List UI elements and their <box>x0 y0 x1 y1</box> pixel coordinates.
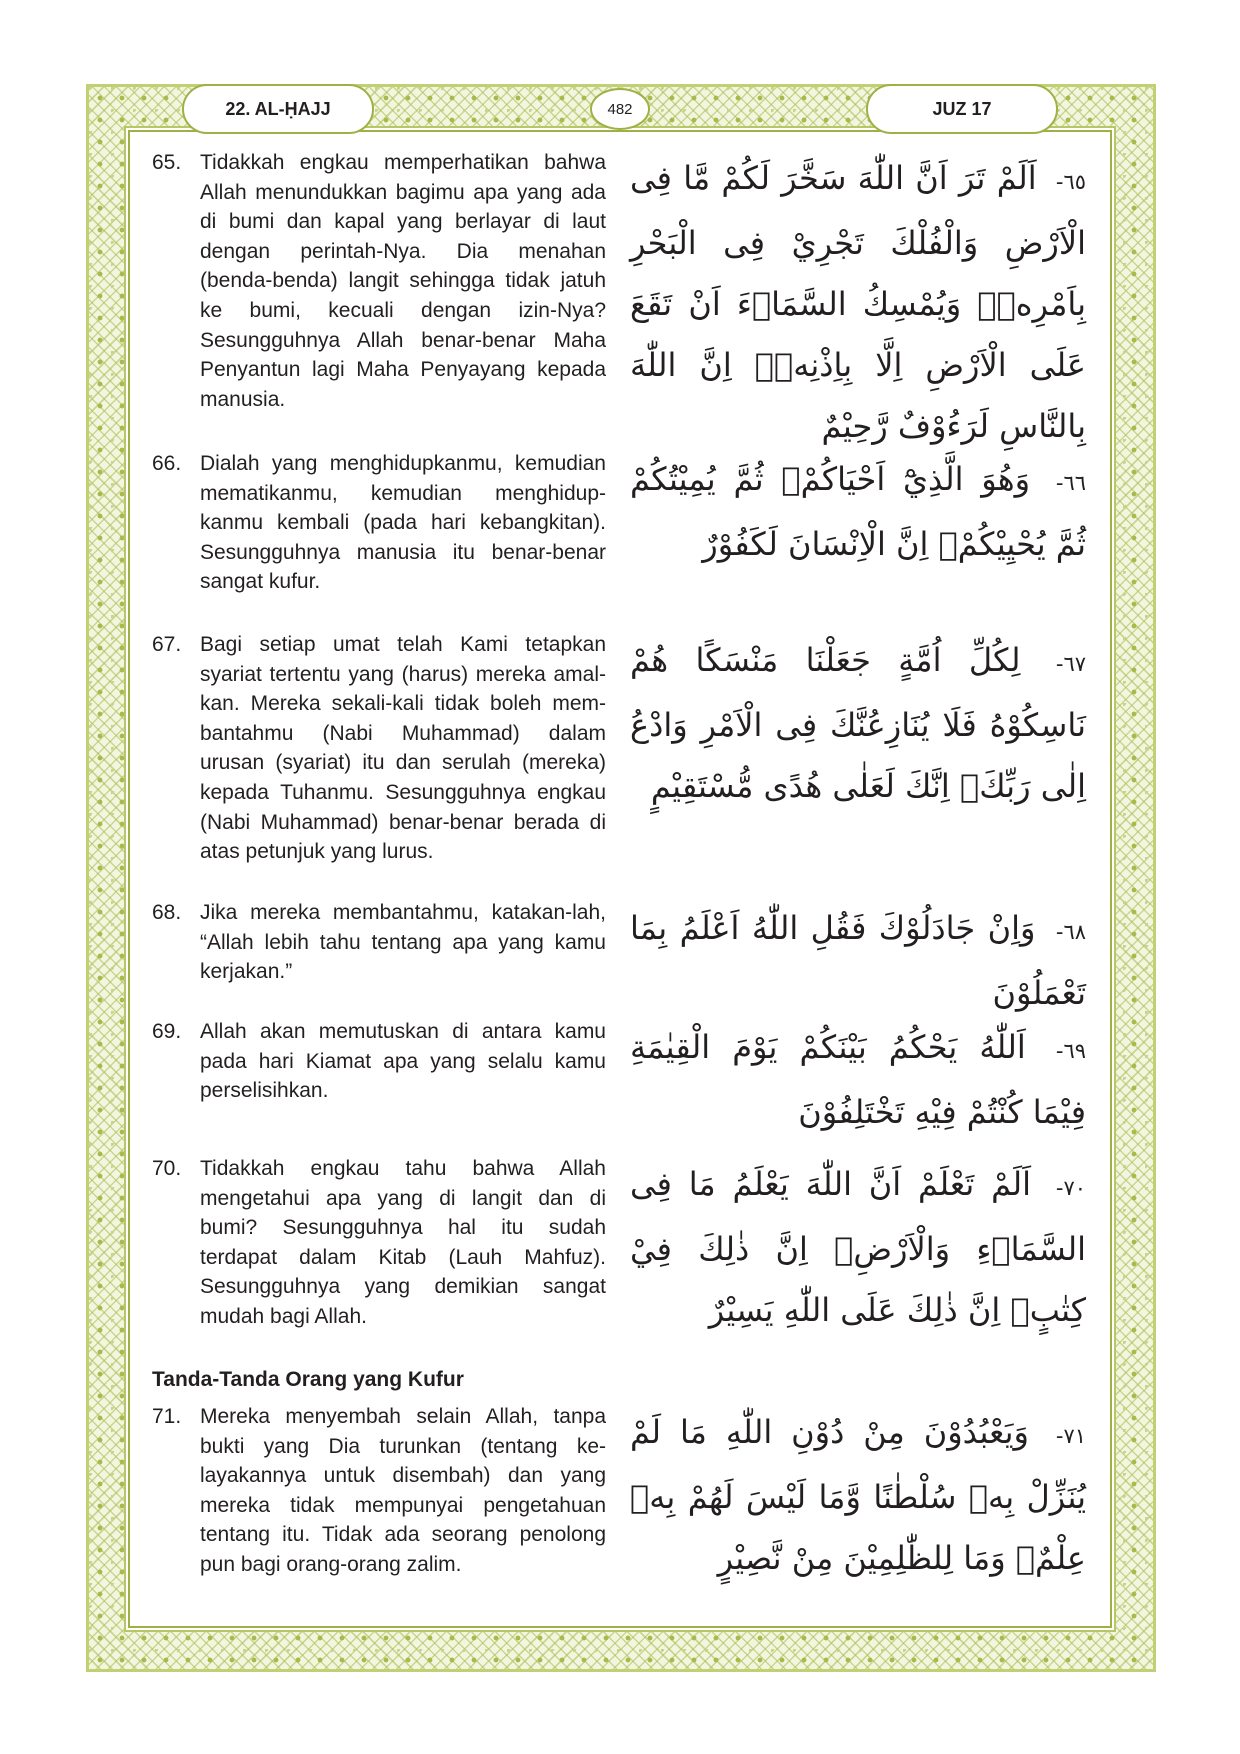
translation-text: Mereka menyembah selain Allah, tanpa bukti yang Dia turunkan (tentang ke-layakannya untuk disembah) dan yang mereka tidak mempunyai pengetahuan tentang itu. Tidak ada seorang penolong pun bagi orang-orang zalim. <box>200 1405 606 1576</box>
verse-number: 65. <box>152 151 182 174</box>
translation-text: Allah akan memutuskan di antara kamu pada hari Kiamat apa yang selalu kamu perselisihkan. <box>200 1020 606 1103</box>
surah-title: 22. AL-ḤAJJ <box>182 84 374 134</box>
verse-translation <box>152 449 606 597</box>
arabic-text: وَهُوَ الَّذِيْٓ اَحْيَاكُمْۖ ثُمَّ يُمِيْتُكُمْ ثُمَّ يُحْيِيْكُمْۗ اِنَّ الْاِنْسَانَ لَكَفُوْرٌ <box>630 460 1086 563</box>
arabic-verse-number: ٧١- <box>1055 1424 1086 1448</box>
arabic-text: اَلَمْ تَعْلَمْ اَنَّ اللّٰهَ يَعْلَمُ مَا فِى السَّمَاۤءِ وَالْاَرْضِۗ اِنَّ ذٰلِكَ فِيْ كِتٰبٍۗ اِنَّ ذٰلِكَ عَلَى اللّٰهِ يَسِيْرٌ <box>630 1165 1086 1329</box>
page-number: 482 <box>590 88 650 130</box>
arabic-verse <box>630 1402 1086 1589</box>
arabic-verse <box>630 148 1086 457</box>
verse-translation <box>152 1017 606 1106</box>
verse-number: 69. <box>152 1020 182 1043</box>
arabic-verse <box>630 1017 1086 1143</box>
verse-number: 67. <box>152 633 182 656</box>
arabic-verse-number: ٦٨- <box>1055 920 1086 944</box>
arabic-text: وَاِنْ جَادَلُوْكَ فَقُلِ اللّٰهُ اَعْلَمُ بِمَا تَعْمَلُوْنَ <box>630 909 1086 1012</box>
arabic-verse-number: ٦٥- <box>1055 170 1086 194</box>
verse-number: 70. <box>152 1157 182 1180</box>
arabic-text: اَلَمْ تَرَ اَنَّ اللّٰهَ سَخَّرَ لَكُمْ مَّا فِى الْاَرْضِ وَالْفُلْكَ تَجْرِيْ فِى الْبَحْرِ بِاَمْرِهٖۗ وَيُمْسِكُ السَّمَاۤءَ اَنْ تَقَعَ عَلَى الْاَرْضِ اِلَّا بِاِذْنِهٖۗ اِنَّ اللّٰهَ بِالنَّاسِ لَرَءُوْفٌ رَّحِيْمٌ <box>630 159 1086 445</box>
arabic-verse-number: ٦٩- <box>1055 1039 1087 1063</box>
section-title: Tanda-Tanda Orang yang Kufur <box>152 1368 464 1391</box>
arabic-verse <box>630 630 1086 817</box>
arabic-verse-number: ٧٠- <box>1055 1176 1087 1200</box>
translation-text: Tidakkah engkau memperhatikan bahwa Allah menundukkan bagimu apa yang ada di bumi dan kapal yang berlayar di laut dengan perintah-Nya. Dia menahan (benda-benda) langit sehingga tidak jatuh ke bumi, kecuali dengan izin-Nya? Sesungguhnya Allah benar-benar Maha Penyantun lagi Maha Penyayang kepada manusia. <box>200 151 606 411</box>
translation-text: Tidakkah engkau tahu bahwa Allah mengetahui apa yang di langit dan di bumi? Sesungguhnya hal itu sudah terdapat dalam Kitab (Lauh Mahfuz). Sesungguhnya yang demikian sangat mudah bagi Allah. <box>200 1157 606 1328</box>
translation-text: Dialah yang menghidupkanmu, kemudian mematikanmu, kemudian menghidup-kanmu kembali (pada hari kebangkitan). Sesungguhnya manusia itu benar-benar sangat kufur. <box>200 452 606 594</box>
translation-text: Jika mereka membantahmu, katakan-lah, “Allah lebih tahu tentang apa yang kamu kerjakan.” <box>200 901 606 984</box>
arabic-text: وَيَعْبُدُوْنَ مِنْ دُوْنِ اللّٰهِ مَا لَمْ يُنَزِّلْ بِهٖ سُلْطٰنًا وَّمَا لَيْسَ لَهُمْ بِهٖ عِلْمٌۗ وَمَا لِلظّٰلِمِيْنَ مِنْ نَّصِيْرٍ <box>630 1413 1086 1577</box>
arabic-verse-number: ٦٦- <box>1055 471 1087 495</box>
verse-translation <box>152 148 606 414</box>
arabic-verse <box>630 898 1086 1024</box>
arabic-verse <box>630 1154 1086 1341</box>
verse-translation <box>152 898 606 987</box>
arabic-verse-number: ٦٧- <box>1055 652 1087 676</box>
juz-label: JUZ 17 <box>866 84 1058 134</box>
arabic-text: لِكُلِّ اُمَّةٍ جَعَلْنَا مَنْسَكًا هُمْ نَاسِكُوْهُ فَلَا يُنَازِعُنَّكَ فِى الْاَمْرِ وَادْعُ اِلٰى رَبِّكَۗ اِنَّكَ لَعَلٰى هُدًى مُّسْتَقِيْمٍ <box>630 641 1086 805</box>
arabic-text: اَللّٰهُ يَحْكُمُ بَيْنَكُمْ يَوْمَ الْقِيٰمَةِ فِيْمَا كُنْتُمْ فِيْهِ تَخْتَلِفُوْنَ <box>630 1028 1086 1131</box>
translation-text: Bagi setiap umat telah Kami tetapkan syariat tertentu yang (harus) mereka amal-kan. Mereka sekali-kali tidak boleh mem-bantahmu (Nabi Muhammad) dalam urusan (syariat) itu dan serulah (mereka) kepada Tuhanmu. Sesungguhnya engkau (Nabi Muhammad) benar-benar berada di atas petunjuk yang lurus. <box>200 633 606 864</box>
verse-number: 71. <box>152 1405 182 1428</box>
verse-translation <box>152 1154 606 1332</box>
verse-number: 66. <box>152 452 182 475</box>
verse-number: 68. <box>152 901 182 924</box>
verse-translation <box>152 1402 606 1580</box>
verse-translation <box>152 630 606 867</box>
arabic-verse <box>630 449 1086 575</box>
